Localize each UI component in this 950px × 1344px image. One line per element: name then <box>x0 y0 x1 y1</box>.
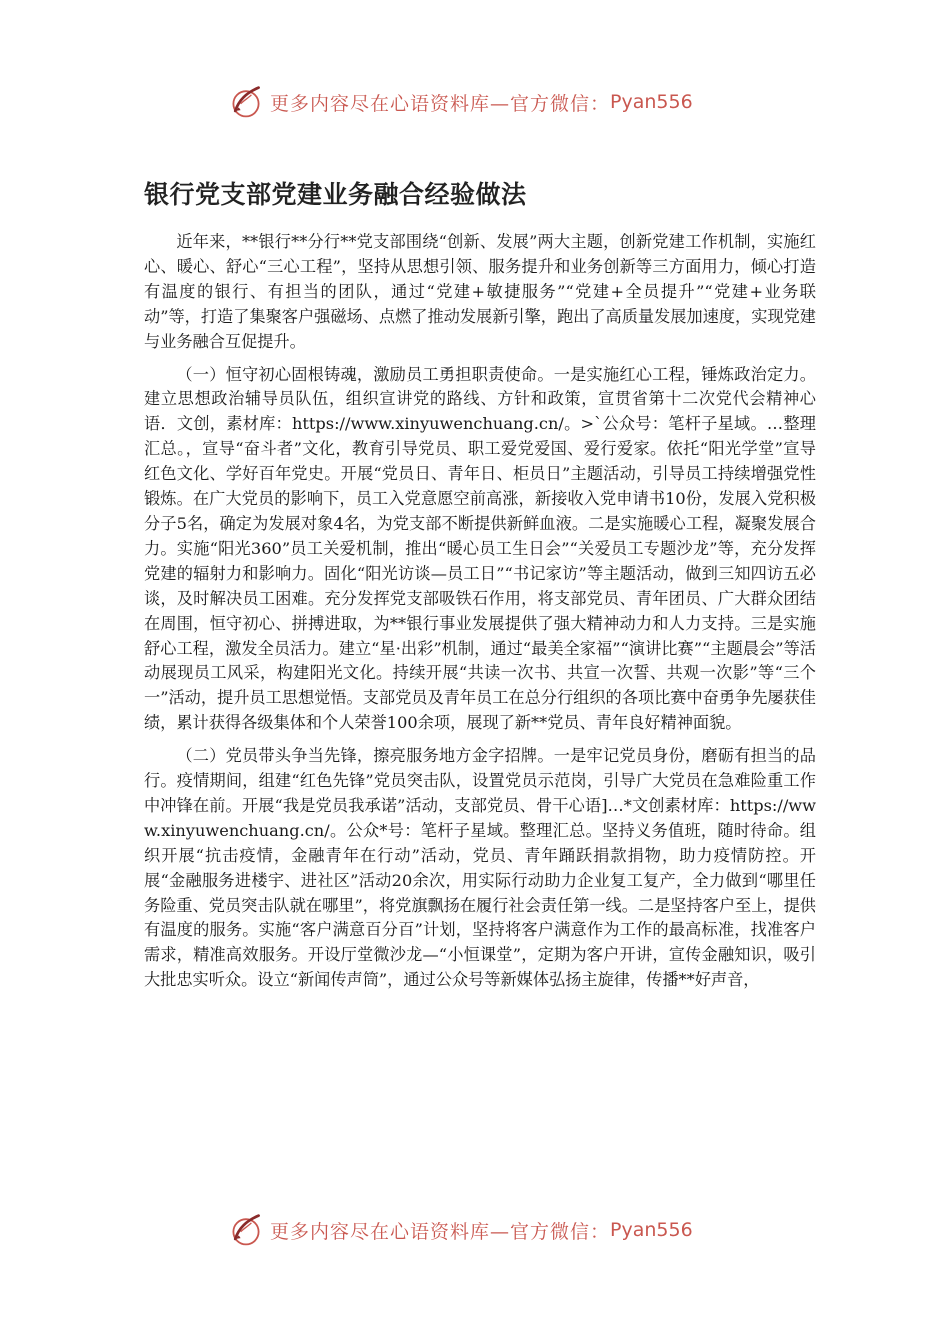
banner-text: 更多内容尽在心语资料库—官方微信： <box>270 1220 611 1243</box>
footer-watermark-banner <box>228 1210 728 1250</box>
banner-text: 更多内容尽在心语资料库—官方微信： <box>270 92 611 115</box>
section-two-paragraph: （二）党员带头争当先锋，擦亮服务地方金字招牌。一是牢记党员身份，磨砺有担当的品行。疫情期间，组建“红色先锋”党员突击队，设置党员示范岗，引导广大党员在急难险重工作中冲锋在前。开展“我是党员我承诺”活动，支部党员、骨干心语]…*文创素材库：https://www.xinyuwenchuang.cn/。公众*号：笔杆子星域。整理汇总。坚持义务值班，随时待命。组织开展“抗击疫情，金融青年在行动”活动，党员、青年踊跃捐款捐物，助力疫情防控。开展“金融服务进楼宇、进社区”活动20余次，用实际行动助力企业复工复产，全力做到“哪里任务险重、党员突击队就在哪里”，将党旗飘扬在履行社会责任第一线。二是坚持客户至上，提供有温度的服务。实施“客户满意百分百”计划，坚持将客户满意作为工作的最高标准，找准客户需求，精准高效服务。开设厅堂微沙龙—“小恒课堂”，定期为客户开讲，宣传金融知识，吸引大批忠实听众。设立“新闻传声筒”，通过公众号等新媒体弘扬主旋律，传播**好声音， <box>144 746 816 990</box>
pen-logo-icon <box>228 1212 264 1248</box>
document-title: 银行党支部党建业务融合经验做法 <box>144 180 527 209</box>
banner-wechat-id: Pyan556 <box>610 91 693 113</box>
pen-logo-icon <box>228 84 264 120</box>
intro-paragraph: 近年来，**银行**分行**党支部围绕“创新、发展”两大主题，创新党建工作机制，实施红心、暖心、舒心“三心工程”，坚持从思想引领、服务提升和业务创新等三方面用力，倾心打造有温度的银行、有担当的团队，通过“党建+敏捷服务”“党建+全员提升”“党建+业务联动”等，打造了集聚客户强磁场、点燃了推动发展新引擎，跑出了高质量发展加速度，实现党建与业务融合互促提升。 <box>144 232 816 351</box>
banner-wechat-id: Pyan556 <box>610 1219 693 1241</box>
header-watermark-banner <box>228 82 728 122</box>
document-body <box>144 230 816 1001</box>
section-one-paragraph: （一）恒守初心固根铸魂，激励员工勇担职责使命。一是实施红心工程，锤炼政治定力。建立思想政治辅导员队伍，组织宣讲党的路线、方针和政策，宣贯省第十二次党代会精神心语．文创，素材库：https://www.xinyuwenchuang.cn/。>`公众号：笔杆子星域。…整理汇总。，宣导“奋斗者”文化，教育引导党员、职工爱党爱国、爱行爱家。依托“阳光学堂”宣导红色文化、学好百年党史。开展“党员日、青年日、柜员日”主题活动，引导员工持续增强党性锻炼。在广大党员的影响下，员工入党意愿空前高涨，新接收入党申请书10份，发展入党积极分子5名，确定为发展对象4名，为党支部不断提供新鲜血液。二是实施暖心工程，凝聚发展合力。实施“阳光360”员工关爱机制，推出“暖心员工生日会”“关爱员工专题沙龙”等，充分发挥党建的辐射力和影响力。固化“阳光访谈—员工日”“书记家访”等主题活动，做到三知四访五必谈，及时解决员工困难。充分发挥党支部吸铁石作用，将支部党员、青年团员、广大群众团结在周围，恒守初心、拼搏进取，为**银行事业发展提供了强大精神动力和人力支持。三是实施舒心工程，激发全员活力。建立“星·出彩”机制，通过“最美全家福”“演讲比赛”“主题晨会”等活动展现员工风采，构建阳光文化。持续开展“共读一次书、共宣一次誓、共观一次影”等“三个一”活动，提升员工思想觉悟。支部党员及青年员工在总分行组织的各项比赛中奋勇争先屡获佳绩，累计获得各级集体和个人荣誉100余项，展现了新**党员、青年良好精神面貌。 <box>144 364 816 733</box>
